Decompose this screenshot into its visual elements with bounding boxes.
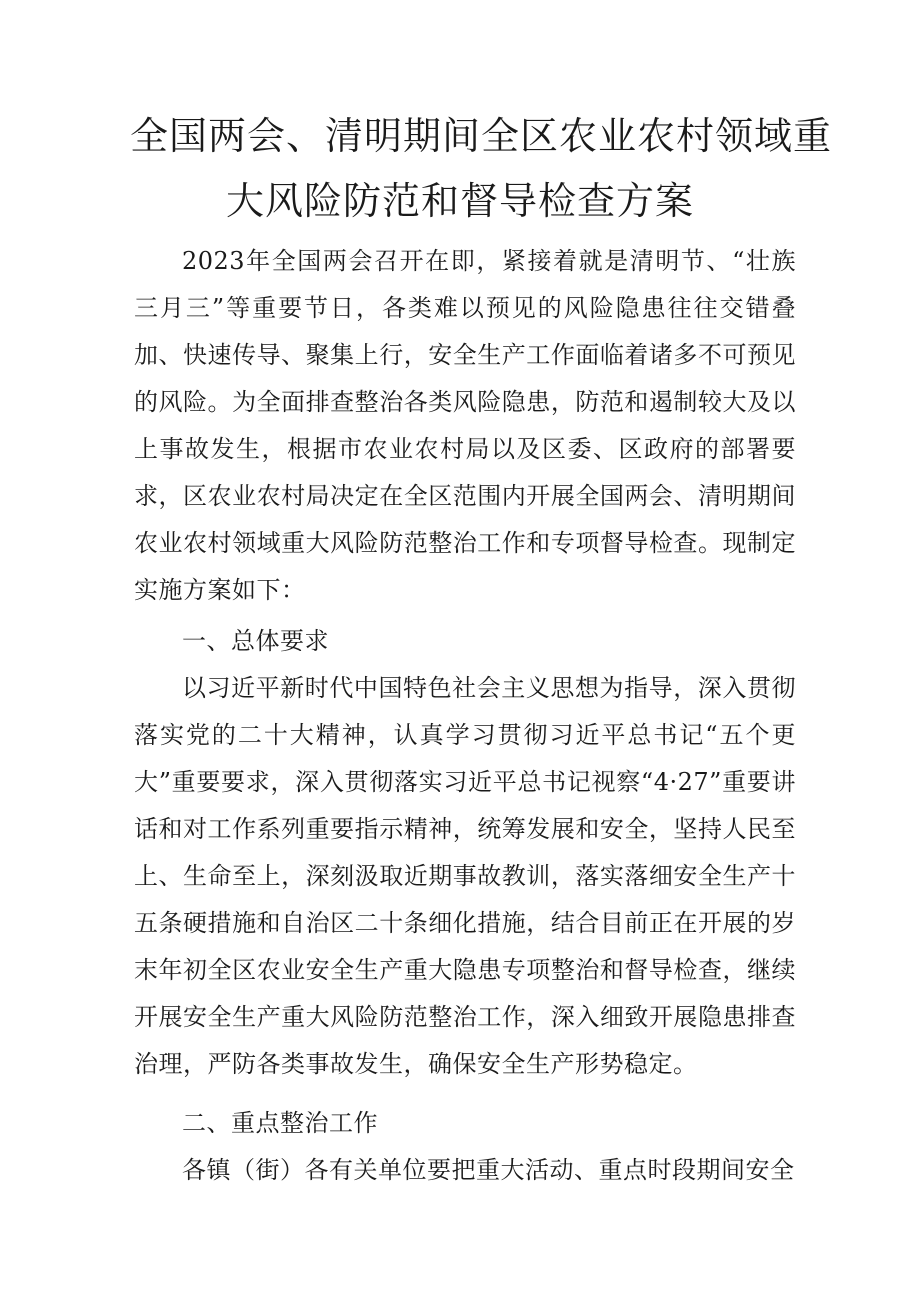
intro-paragraph: 2023年全国两会召开在即，紧接着就是清明节、“壮族三月三”等重要节日，各类难以预见的风险隐患往往交错叠加、快速传导、聚集上行，安全生产工作面临着诸多不可预见的风险。为全面排查整治各类风险隐患，防范和遏制较大及以上事故发生，根据市农业农村局以及区委、区政府的部署要求，区农业农村局决定在全区范围内开展全国两会、清明期间农业农村领域重大风险防范整治工作和专项督导检查。现制定实施方案如下： xyxy=(134,247,796,604)
section-1-paragraph: 以习近平新时代中国特色社会主义思想为指导，深入贯彻落实党的二十大精神，认真学习贯彻习近平总书记“五个更大”重要要求，深入贯彻落实习近平总书记视察“4·27”重要讲话和对工作系列重要指示精神，统筹发展和安全，坚持人民至上、生命至上，深刻汲取近期事故教训，落实落细安全生产十五条硬措施和自治区二十条细化措施，结合目前正在开展的岁末年初全区农业安全生产重大隐患专项整治和督导检查，继续开展安全生产重大风险防范整治工作，深入细致开展隐患排查治理，严防各类事故发生，确保安全生产形势稳定。 xyxy=(134,674,796,1078)
section-heading-2: 二、重点整治工作 xyxy=(182,1109,378,1137)
document-title-line-2: 大风险防范和督导检查方案 xyxy=(225,179,694,223)
document-title-line-1: 全国两会、清明期间全区农业农村领域重 xyxy=(130,114,833,158)
section-heading-1: 一、总体要求 xyxy=(182,627,329,655)
section-2-paragraph: 各镇（街）各有关单位要把重大活动、重点时段期间安全 xyxy=(182,1156,795,1184)
